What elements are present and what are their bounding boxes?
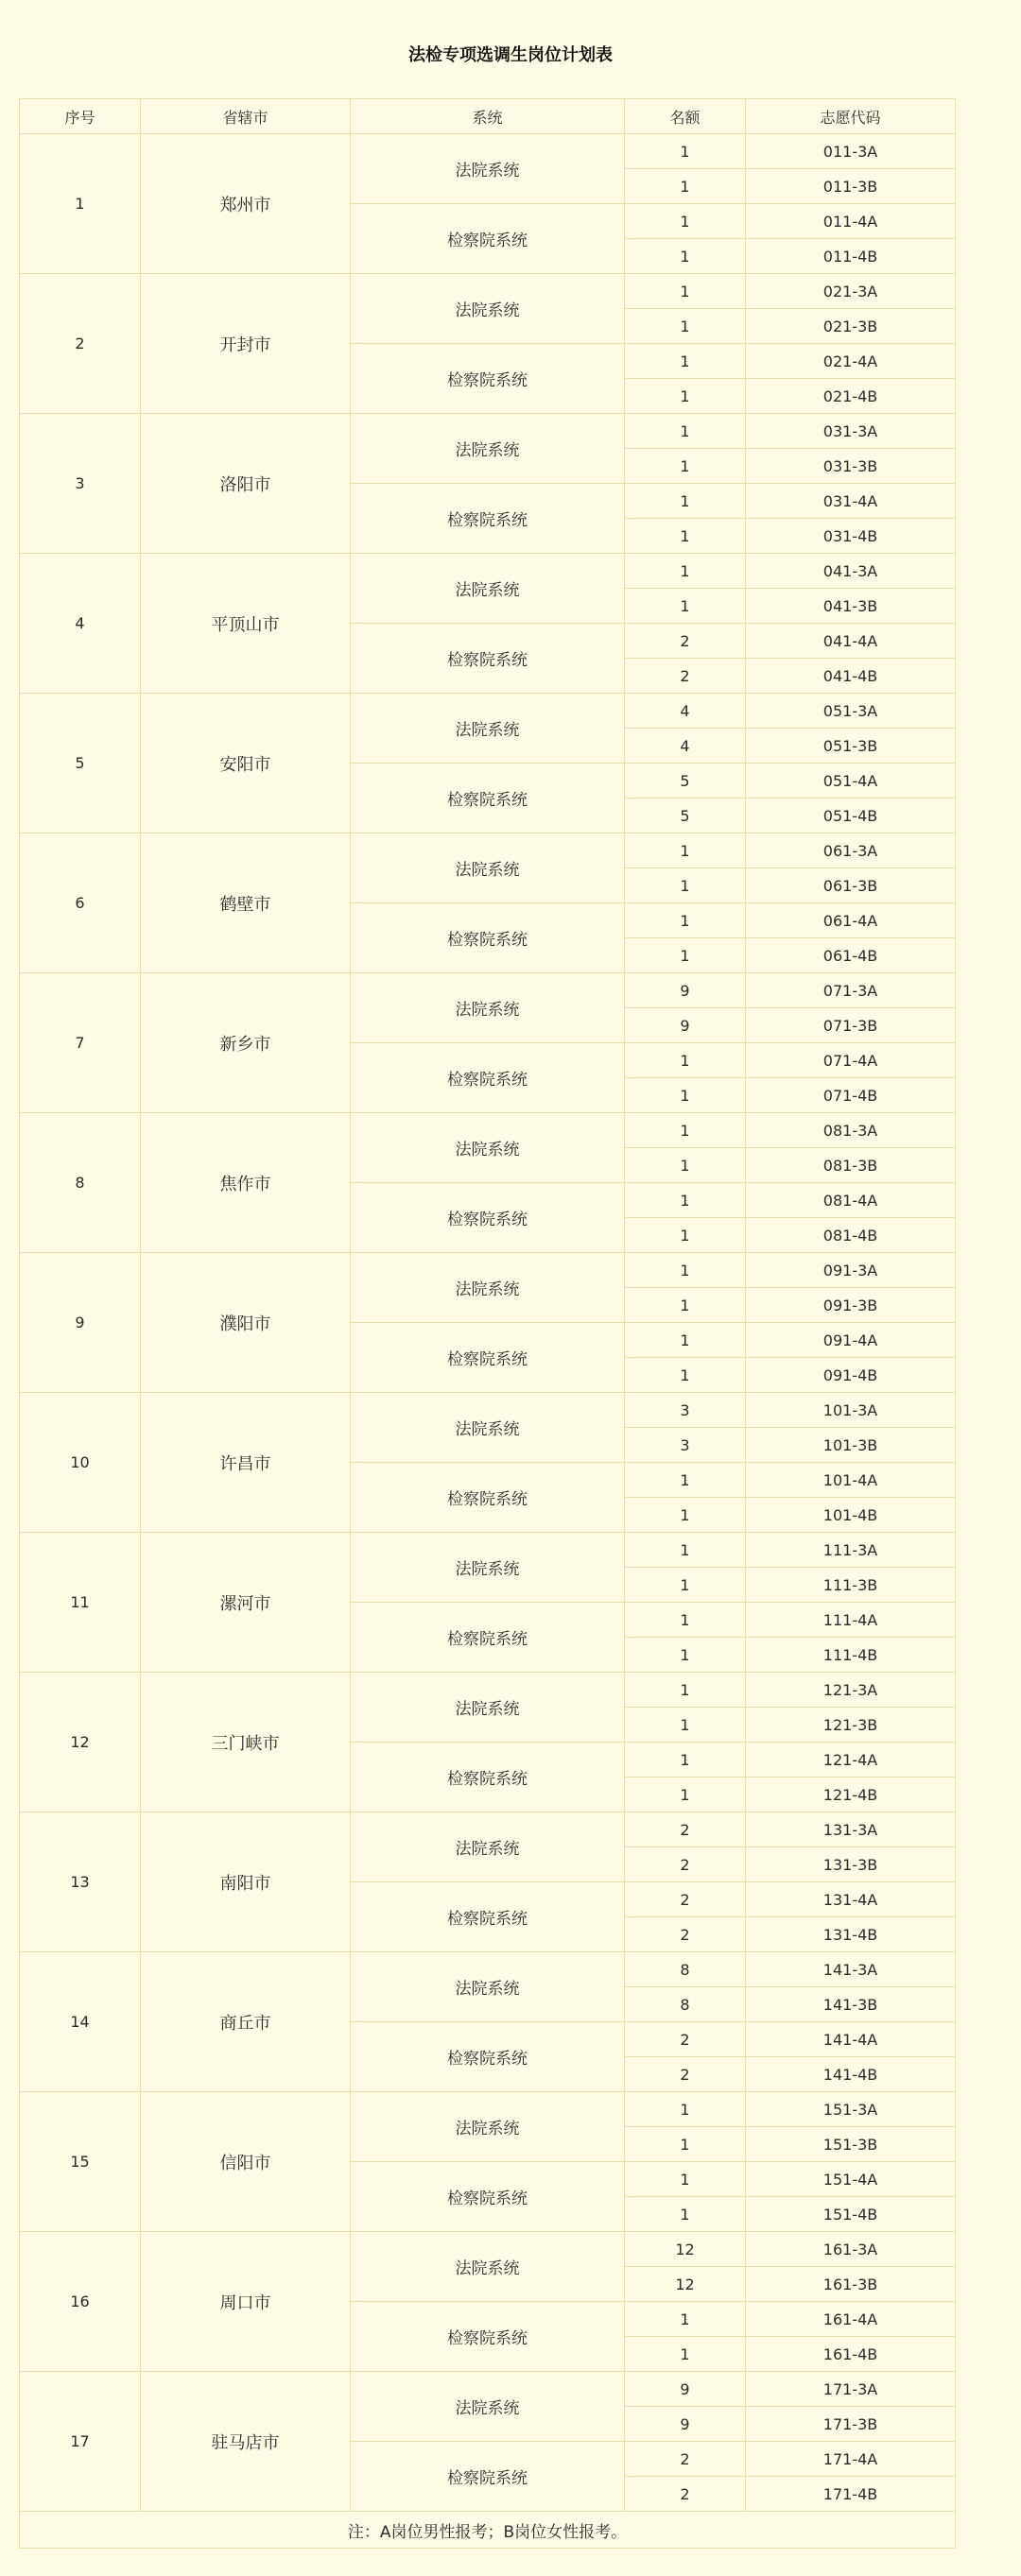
court-system-cell: 法院系统 <box>351 1113 625 1183</box>
quota-cell: 1 <box>625 1323 746 1358</box>
serial-cell: 13 <box>20 1812 141 1952</box>
quota-cell: 9 <box>625 1008 746 1043</box>
code-cell: 021-3B <box>746 309 956 344</box>
code-cell: 081-4A <box>746 1183 956 1218</box>
code-cell: 011-4B <box>746 239 956 274</box>
court-system-cell: 法院系统 <box>351 1533 625 1603</box>
quota-cell: 1 <box>625 1218 746 1253</box>
table-row <box>20 1393 956 1428</box>
code-cell: 111-3B <box>746 1568 956 1603</box>
procuratorate-system-cell: 检察院系统 <box>351 344 625 414</box>
quota-cell: 1 <box>625 554 746 589</box>
serial-cell: 14 <box>20 1952 141 2092</box>
code-cell: 091-4B <box>746 1358 956 1393</box>
quota-cell: 2 <box>625 2442 746 2477</box>
table-row <box>20 1812 956 1847</box>
code-cell: 091-3B <box>746 1288 956 1323</box>
court-system-cell: 法院系统 <box>351 973 625 1043</box>
quota-cell: 1 <box>625 1288 746 1323</box>
city-cell: 商丘市 <box>141 1952 351 2092</box>
code-cell: 171-3A <box>746 2372 956 2407</box>
code-cell: 131-4A <box>746 1882 956 1917</box>
quota-cell: 1 <box>625 1673 746 1708</box>
quota-cell: 1 <box>625 1183 746 1218</box>
table-row <box>20 274 956 309</box>
code-cell: 091-3A <box>746 1253 956 1288</box>
quota-cell: 1 <box>625 833 746 868</box>
quota-cell: 2 <box>625 624 746 659</box>
code-cell: 121-4B <box>746 1777 956 1812</box>
quota-cell: 4 <box>625 694 746 729</box>
code-cell: 051-4A <box>746 764 956 799</box>
code-cell: 101-3B <box>746 1428 956 1463</box>
table-row <box>20 1253 956 1288</box>
code-cell: 071-3B <box>746 1008 956 1043</box>
quota-cell: 1 <box>625 1078 746 1113</box>
table-row <box>20 414 956 449</box>
code-cell: 121-3A <box>746 1673 956 1708</box>
code-cell: 121-4A <box>746 1743 956 1777</box>
footnote: 注：A岗位男性报考；B岗位女性报考。 <box>20 2512 956 2549</box>
quota-cell: 12 <box>625 2267 746 2302</box>
table-row <box>20 1113 956 1148</box>
table-header-row <box>20 99 956 134</box>
quota-cell: 1 <box>625 1358 746 1393</box>
city-cell: 许昌市 <box>141 1393 351 1533</box>
quota-cell: 1 <box>625 1743 746 1777</box>
procuratorate-system-cell: 检察院系统 <box>351 484 625 554</box>
quota-cell: 1 <box>625 274 746 309</box>
procuratorate-system-cell: 检察院系统 <box>351 2442 625 2512</box>
code-cell: 171-4B <box>746 2477 956 2512</box>
city-cell: 南阳市 <box>141 1812 351 1952</box>
code-cell: 081-4B <box>746 1218 956 1253</box>
serial-cell: 5 <box>20 694 141 833</box>
code-cell: 121-3B <box>746 1708 956 1743</box>
quota-cell: 1 <box>625 1148 746 1183</box>
quota-cell: 1 <box>625 938 746 973</box>
code-cell: 041-3A <box>746 554 956 589</box>
table-row <box>20 554 956 589</box>
code-cell: 011-4A <box>746 204 956 239</box>
city-cell: 濮阳市 <box>141 1253 351 1393</box>
court-system-cell: 法院系统 <box>351 1253 625 1323</box>
quota-cell: 1 <box>625 1113 746 1148</box>
quota-cell: 5 <box>625 799 746 833</box>
quota-cell: 2 <box>625 1917 746 1952</box>
quota-cell: 2 <box>625 659 746 694</box>
city-cell: 洛阳市 <box>141 414 351 554</box>
code-cell: 051-3A <box>746 694 956 729</box>
code-cell: 041-3B <box>746 589 956 624</box>
procuratorate-system-cell: 检察院系统 <box>351 1323 625 1393</box>
code-cell: 111-3A <box>746 1533 956 1568</box>
city-cell: 安阳市 <box>141 694 351 833</box>
city-cell: 新乡市 <box>141 973 351 1113</box>
city-cell: 周口市 <box>141 2232 351 2372</box>
code-cell: 151-4B <box>746 2197 956 2232</box>
quota-cell: 1 <box>625 204 746 239</box>
quota-cell: 1 <box>625 868 746 903</box>
procuratorate-system-cell: 检察院系统 <box>351 903 625 973</box>
code-cell: 131-4B <box>746 1917 956 1952</box>
court-system-cell: 法院系统 <box>351 274 625 344</box>
code-cell: 061-3B <box>746 868 956 903</box>
header-serial: 序号 <box>20 99 141 134</box>
serial-cell: 9 <box>20 1253 141 1393</box>
code-cell: 041-4B <box>746 659 956 694</box>
quota-cell: 1 <box>625 484 746 519</box>
court-system-cell: 法院系统 <box>351 1393 625 1463</box>
code-cell: 081-3B <box>746 1148 956 1183</box>
header-city: 省辖市 <box>141 99 351 134</box>
code-cell: 081-3A <box>746 1113 956 1148</box>
table-row <box>20 1673 956 1708</box>
serial-cell: 17 <box>20 2372 141 2512</box>
quota-cell: 5 <box>625 764 746 799</box>
court-system-cell: 法院系统 <box>351 833 625 903</box>
city-cell: 信阳市 <box>141 2092 351 2232</box>
code-cell: 171-3B <box>746 2407 956 2442</box>
code-cell: 031-3A <box>746 414 956 449</box>
quota-cell: 12 <box>625 2232 746 2267</box>
quota-cell: 1 <box>625 134 746 169</box>
procuratorate-system-cell: 检察院系统 <box>351 2302 625 2372</box>
court-system-cell: 法院系统 <box>351 1952 625 2022</box>
serial-cell: 12 <box>20 1673 141 1812</box>
code-cell: 161-3B <box>746 2267 956 2302</box>
code-cell: 011-3B <box>746 169 956 204</box>
code-cell: 071-3A <box>746 973 956 1008</box>
code-cell: 171-4A <box>746 2442 956 2477</box>
quota-cell: 8 <box>625 1952 746 1987</box>
code-cell: 031-4A <box>746 484 956 519</box>
city-cell: 焦作市 <box>141 1113 351 1253</box>
header-quota: 名额 <box>625 99 746 134</box>
quota-cell: 1 <box>625 1708 746 1743</box>
code-cell: 021-4A <box>746 344 956 379</box>
procuratorate-system-cell: 检察院系统 <box>351 1463 625 1533</box>
header-code: 志愿代码 <box>746 99 956 134</box>
city-cell: 郑州市 <box>141 134 351 274</box>
quota-cell: 1 <box>625 1533 746 1568</box>
code-cell: 161-3A <box>746 2232 956 2267</box>
court-system-cell: 法院系统 <box>351 694 625 764</box>
quota-cell: 1 <box>625 1253 746 1288</box>
table-row <box>20 973 956 1008</box>
court-system-cell: 法院系统 <box>351 1673 625 1743</box>
code-cell: 031-3B <box>746 449 956 484</box>
serial-cell: 8 <box>20 1113 141 1253</box>
code-cell: 131-3A <box>746 1812 956 1847</box>
quota-cell: 1 <box>625 1568 746 1603</box>
quota-cell: 8 <box>625 1987 746 2022</box>
quota-cell: 1 <box>625 344 746 379</box>
procuratorate-system-cell: 检察院系统 <box>351 1882 625 1952</box>
quota-cell: 1 <box>625 239 746 274</box>
quota-cell: 1 <box>625 1498 746 1533</box>
code-cell: 071-4B <box>746 1078 956 1113</box>
code-cell: 151-3B <box>746 2127 956 2162</box>
quota-cell: 1 <box>625 2162 746 2197</box>
serial-cell: 7 <box>20 973 141 1113</box>
quota-cell: 1 <box>625 309 746 344</box>
code-cell: 061-3A <box>746 833 956 868</box>
code-cell: 071-4A <box>746 1043 956 1078</box>
procuratorate-system-cell: 检察院系统 <box>351 1603 625 1673</box>
court-system-cell: 法院系统 <box>351 2092 625 2162</box>
quota-cell: 4 <box>625 729 746 764</box>
quota-cell: 1 <box>625 379 746 414</box>
quota-cell: 3 <box>625 1428 746 1463</box>
table-body <box>20 134 956 2512</box>
code-cell: 151-4A <box>746 2162 956 2197</box>
note-row <box>20 2512 956 2549</box>
table-row <box>20 694 956 729</box>
quota-cell: 1 <box>625 2127 746 2162</box>
serial-cell: 6 <box>20 833 141 973</box>
quota-cell: 9 <box>625 973 746 1008</box>
quota-cell: 1 <box>625 1638 746 1673</box>
table-row <box>20 134 956 169</box>
city-cell: 开封市 <box>141 274 351 414</box>
serial-cell: 15 <box>20 2092 141 2232</box>
code-cell: 101-4A <box>746 1463 956 1498</box>
serial-cell: 3 <box>20 414 141 554</box>
procuratorate-system-cell: 检察院系统 <box>351 624 625 694</box>
city-cell: 鹤壁市 <box>141 833 351 973</box>
quota-cell: 1 <box>625 2302 746 2337</box>
quota-cell: 1 <box>625 1603 746 1638</box>
code-cell: 161-4B <box>746 2337 956 2372</box>
quota-cell: 1 <box>625 449 746 484</box>
court-system-cell: 法院系统 <box>351 414 625 484</box>
court-system-cell: 法院系统 <box>351 134 625 204</box>
serial-cell: 11 <box>20 1533 141 1673</box>
code-cell: 151-3A <box>746 2092 956 2127</box>
quota-cell: 1 <box>625 519 746 554</box>
quota-cell: 1 <box>625 2197 746 2232</box>
quota-cell: 1 <box>625 2092 746 2127</box>
header-system: 系统 <box>351 99 625 134</box>
table-row <box>20 1952 956 1987</box>
city-cell: 平顶山市 <box>141 554 351 694</box>
quota-cell: 1 <box>625 414 746 449</box>
quota-cell: 1 <box>625 589 746 624</box>
serial-cell: 1 <box>20 134 141 274</box>
code-cell: 131-3B <box>746 1847 956 1882</box>
table-row <box>20 2232 956 2267</box>
quota-cell: 2 <box>625 1882 746 1917</box>
quota-cell: 1 <box>625 169 746 204</box>
code-cell: 141-3A <box>746 1952 956 1987</box>
procuratorate-system-cell: 检察院系统 <box>351 1043 625 1113</box>
serial-cell: 2 <box>20 274 141 414</box>
procuratorate-system-cell: 检察院系统 <box>351 204 625 274</box>
code-cell: 161-4A <box>746 2302 956 2337</box>
quota-cell: 2 <box>625 2057 746 2092</box>
position-plan-table <box>19 98 956 2549</box>
code-cell: 031-4B <box>746 519 956 554</box>
procuratorate-system-cell: 检察院系统 <box>351 2022 625 2092</box>
code-cell: 101-3A <box>746 1393 956 1428</box>
code-cell: 061-4A <box>746 903 956 938</box>
code-cell: 141-4A <box>746 2022 956 2057</box>
quota-cell: 9 <box>625 2372 746 2407</box>
city-cell: 三门峡市 <box>141 1673 351 1812</box>
court-system-cell: 法院系统 <box>351 2372 625 2442</box>
code-cell: 111-4A <box>746 1603 956 1638</box>
procuratorate-system-cell: 检察院系统 <box>351 1183 625 1253</box>
quota-cell: 1 <box>625 1043 746 1078</box>
procuratorate-system-cell: 检察院系统 <box>351 1743 625 1812</box>
procuratorate-system-cell: 检察院系统 <box>351 764 625 833</box>
quota-cell: 3 <box>625 1393 746 1428</box>
code-cell: 141-4B <box>746 2057 956 2092</box>
city-cell: 漯河市 <box>141 1533 351 1673</box>
city-cell: 驻马店市 <box>141 2372 351 2512</box>
quota-cell: 2 <box>625 2477 746 2512</box>
code-cell: 021-3A <box>746 274 956 309</box>
code-cell: 101-4B <box>746 1498 956 1533</box>
quota-cell: 1 <box>625 1463 746 1498</box>
code-cell: 091-4A <box>746 1323 956 1358</box>
code-cell: 041-4A <box>746 624 956 659</box>
table-row <box>20 1533 956 1568</box>
quota-cell: 1 <box>625 903 746 938</box>
serial-cell: 10 <box>20 1393 141 1533</box>
court-system-cell: 法院系统 <box>351 2232 625 2302</box>
code-cell: 061-4B <box>746 938 956 973</box>
quota-cell: 2 <box>625 1847 746 1882</box>
serial-cell: 4 <box>20 554 141 694</box>
court-system-cell: 法院系统 <box>351 1812 625 1882</box>
court-system-cell: 法院系统 <box>351 554 625 624</box>
code-cell: 141-3B <box>746 1987 956 2022</box>
quota-cell: 1 <box>625 2337 746 2372</box>
quota-cell: 2 <box>625 2022 746 2057</box>
table-row <box>20 833 956 868</box>
code-cell: 011-3A <box>746 134 956 169</box>
quota-cell: 9 <box>625 2407 746 2442</box>
serial-cell: 16 <box>20 2232 141 2372</box>
code-cell: 051-4B <box>746 799 956 833</box>
code-cell: 111-4B <box>746 1638 956 1673</box>
procuratorate-system-cell: 检察院系统 <box>351 2162 625 2232</box>
table-row <box>20 2372 956 2407</box>
page-title: 法检专项选调生岗位计划表 <box>408 45 613 65</box>
quota-cell: 2 <box>625 1812 746 1847</box>
table-row <box>20 2092 956 2127</box>
code-cell: 051-3B <box>746 729 956 764</box>
code-cell: 021-4B <box>746 379 956 414</box>
quota-cell: 1 <box>625 1777 746 1812</box>
